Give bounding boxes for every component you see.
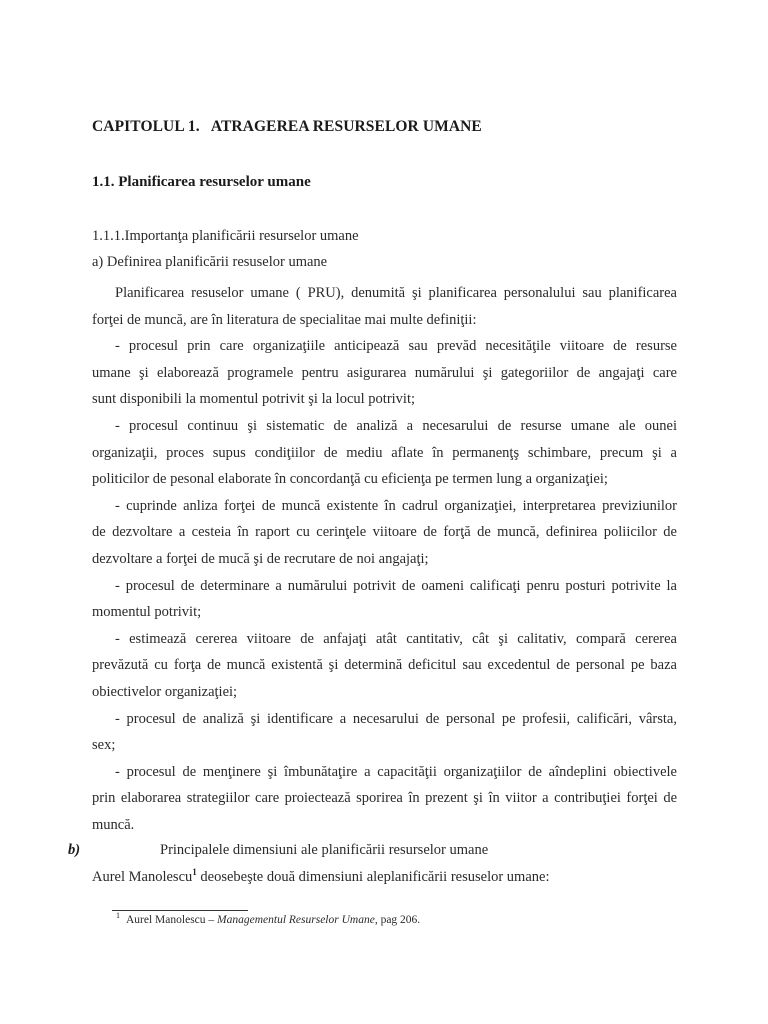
footnote-mark: 1 — [116, 911, 120, 921]
paragraph-line: - procesul de determinare a numărului potrivit de oameni calificaţi penru posturi potrivite la — [115, 577, 677, 594]
footnote-reference: 1 — [192, 867, 197, 878]
paragraph-line: umane şi elaborează programele pentru asigurarea numărului şi gategoriilor de angajaţi care — [92, 364, 677, 381]
paragraph-line: prevăzută cu forţa de muncă existentă şi determină deficitul sau excedentul de personal pe baza — [92, 657, 677, 674]
paragraph-line: prin elaborarea strategiilor care proiectează sporirea în prezent şi în viitor a contribuţiei forţei de — [92, 790, 677, 807]
footnote-book-title: Managementul Resurselor Umane — [217, 914, 375, 926]
footnote-separator — [112, 910, 248, 911]
paragraph-line: muncă. — [92, 817, 135, 833]
chapter-title: ATRAGEREA RESURSELOR UMANE — [210, 118, 482, 135]
subsection-heading: 1.1.1.Importanţa planificării resurselor umane — [92, 228, 359, 244]
paragraph-line: sunt disponibili la momentul potrivit şi la locul potrivit; — [92, 391, 416, 408]
paragraph-line: Planificarea resuselor umane ( PRU), denumită şi planificarea personalului sau planificarea — [115, 285, 677, 301]
paragraph-line: obiectivelor organizaţiei; — [92, 684, 238, 700]
paragraph-line: dezvoltare a forţei de mucă şi de recrutare de noi angajaţi; — [92, 551, 429, 567]
chapter-number: CAPITOLUL 1. — [92, 118, 200, 135]
paragraph-line: - cuprinde anliza forţei de muncă existente în cadrul organizaţiei, interpretarea previziunilor — [115, 497, 677, 514]
paragraph-line: organizaţii, proces supus condiţiilor de mediu aflate în permanenţş schimbare, precum şi a — [92, 444, 677, 461]
paragraph-line: - procesul prin care organizaţiile anticipează sau prevăd necesităţile viitoare de resurse — [115, 338, 677, 355]
paragraph-line: - procesul de menţinere şi îmbunătaţire a capacităţii organizaţiilor de aîndeplini obiectivele — [115, 763, 677, 780]
paragraph-line: de dezvoltare a cesteia în raport cu cerinţele viitoare de forţă de muncă, definirea poliicilor de — [92, 524, 677, 541]
paragraph-line: - procesul continuu şi sistematic de analiză a necesarului de resurse umane ale ounei — [115, 418, 677, 434]
paragraph-line: forţei de muncă, are în literatura de specialitae mai multe definiţii: — [92, 311, 477, 328]
paragraph-line: - procesul de analiză şi identificare a necesarului de personal pe profesii, calificări, vârsta, — [115, 710, 677, 727]
footnote-page: , pag 206. — [374, 914, 421, 926]
chapter-heading — [92, 118, 482, 136]
subheading-b-marker: b) — [68, 842, 81, 858]
subheading-a: a) Definirea planificării resuselor umane — [92, 254, 328, 270]
paragraph-line: politicilor de pesonal elaborate în concordanţă cu eficienţa pe termen lung a organizaţiei; — [92, 471, 608, 488]
subheading-b-title: Principalele dimensiuni ale planificării resurselor umane — [160, 842, 489, 858]
author-sentence — [92, 869, 549, 886]
paragraph-line: - estimează cererea viitoare de anfajaţi atât cantitativ, cât şi calitativ, compară cererea — [115, 630, 677, 647]
footnote-author: Aurel Manolescu – — [126, 914, 218, 926]
section-heading: 1.1. Planificarea resurselor umane — [92, 174, 311, 190]
paragraph-line: sex; — [92, 737, 116, 754]
paragraph-line: momentul potrivit; — [92, 604, 202, 621]
author-sentence-rest: deosebeşte două dimensiuni aleplanificării resuselor umane: — [196, 869, 550, 885]
footnote — [116, 911, 421, 926]
author-name: Aurel Manolescu — [92, 869, 193, 885]
